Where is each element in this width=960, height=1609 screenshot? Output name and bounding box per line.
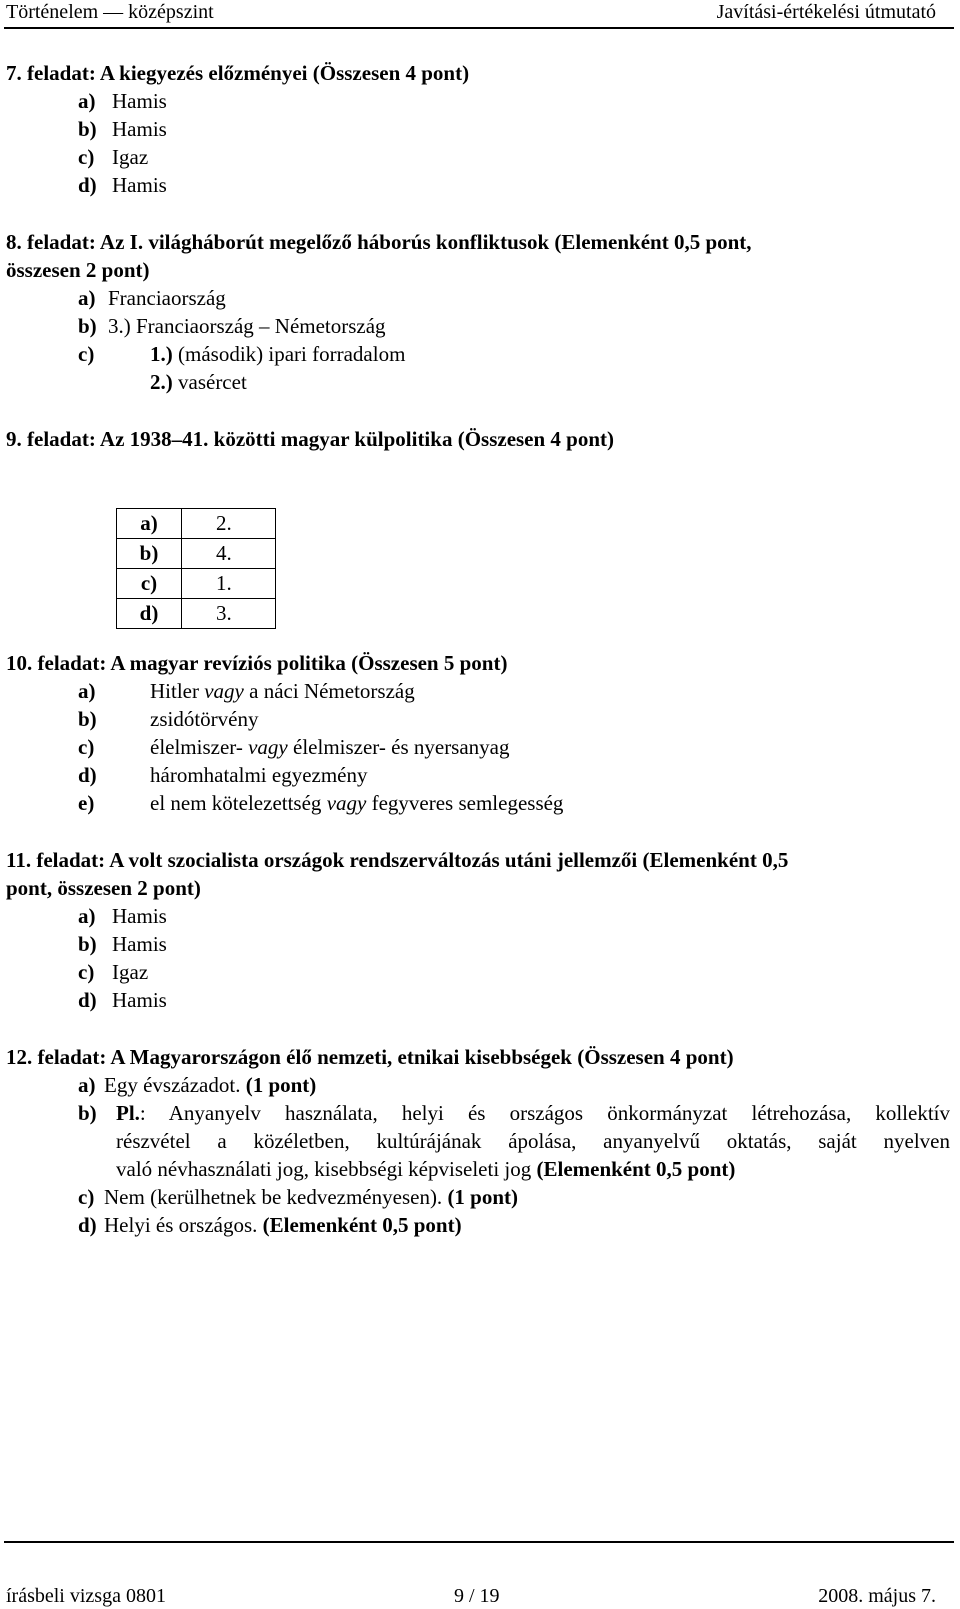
table-row: c) 1. xyxy=(117,569,276,599)
q12-item-b-line2: részvétel a közéletben, kultúrájának ápolása, anyanyelvű oktatás, saját nyelven xyxy=(116,1129,950,1153)
page-header xyxy=(6,0,936,24)
footer-page-number: 9 / 19 xyxy=(454,1585,500,1607)
q8-item-a: a) Franciaország xyxy=(78,286,226,310)
q10-item-c: c) élelmiszer- vagy élelmiszer- és nyersanyag xyxy=(78,735,510,759)
footer-date: 2008. május 7. xyxy=(818,1585,936,1607)
q10-item-e: e) el nem kötelezettség vagy fegyveres semlegesség xyxy=(78,791,564,815)
q8-item-c1: c) 1.) (második) ipari forradalom xyxy=(78,342,406,366)
q11-title-line1: 11. feladat: A volt szocialista országok rendszerváltozás utáni jellemzői (Elemenként 0,5 xyxy=(6,848,789,872)
q7-item-a: a) Hamis xyxy=(78,89,167,113)
q12-item-b-line3: való névhasználati jog, kisebbségi képviseleti jog (Elemenként 0,5 pont) xyxy=(116,1157,736,1181)
q7-item-d: d) Hamis xyxy=(78,173,167,197)
footer-rule xyxy=(4,1541,954,1543)
q9-answer-table xyxy=(116,508,276,629)
q12-item-a: a) Egy évszázadot. (1 pont) xyxy=(78,1073,317,1097)
q12-item-c: c) Nem (kerülhetnek be kedvezményesen). (1 pont) xyxy=(78,1185,519,1209)
q11-item-a: a) Hamis xyxy=(78,904,167,928)
q11-item-b: b) Hamis xyxy=(78,932,167,956)
q10-item-b: b) zsidótörvény xyxy=(78,707,259,731)
q10-item-d: d) háromhatalmi egyezmény xyxy=(78,763,368,787)
q7-item-c: c) Igaz xyxy=(78,145,149,169)
q12-item-d: d) Helyi és országos. (Elemenként 0,5 pont) xyxy=(78,1213,462,1237)
header-doc-type: Javítási-értékelési útmutató xyxy=(716,1,936,23)
q8-item-c2: 2.) vasércet xyxy=(150,370,247,394)
header-subject: Történelem — középszint xyxy=(6,1,214,23)
q8-title-line1: 8. feladat: Az I. világháborút megelőző háborús konfliktusok (Elemenként 0,5 pont, xyxy=(6,230,752,254)
q7-title: 7. feladat: A kiegyezés előzményei (Összesen 4 pont) xyxy=(6,61,470,85)
q12-item-b-label: b) xyxy=(78,1101,97,1125)
q10-title: 10. feladat: A magyar revíziós politika (Összesen 5 pont) xyxy=(6,651,508,675)
footer-exam-code: írásbeli vizsga 0801 xyxy=(6,1585,166,1607)
q12-title: 12. feladat: A Magyarországon élő nemzeti, etnikai kisebbségek (Összesen 4 pont) xyxy=(6,1045,734,1069)
table-row: b) 4. xyxy=(117,539,276,569)
q12-item-b-line1: Pl.: Anyanyelv használata, helyi és országos önkormányzat létrehozása, kollektív xyxy=(116,1101,950,1125)
table-row: a) 2. xyxy=(117,509,276,539)
q11-item-d: d) Hamis xyxy=(78,988,167,1012)
q11-title-line2: pont, összesen 2 pont) xyxy=(6,876,201,900)
q11-item-c: c) Igaz xyxy=(78,960,149,984)
q8-item-b: b) 3.) Franciaország – Németország xyxy=(78,314,386,338)
table-row: d) 3. xyxy=(117,599,276,629)
q9-title: 9. feladat: Az 1938–41. közötti magyar külpolitika (Összesen 4 pont) xyxy=(6,427,615,451)
q7-item-b: b) Hamis xyxy=(78,117,167,141)
header-rule xyxy=(4,27,954,29)
q10-item-a: a) Hitler vagy a náci Németország xyxy=(78,679,415,703)
q8-title-line2: összesen 2 pont) xyxy=(6,258,150,282)
